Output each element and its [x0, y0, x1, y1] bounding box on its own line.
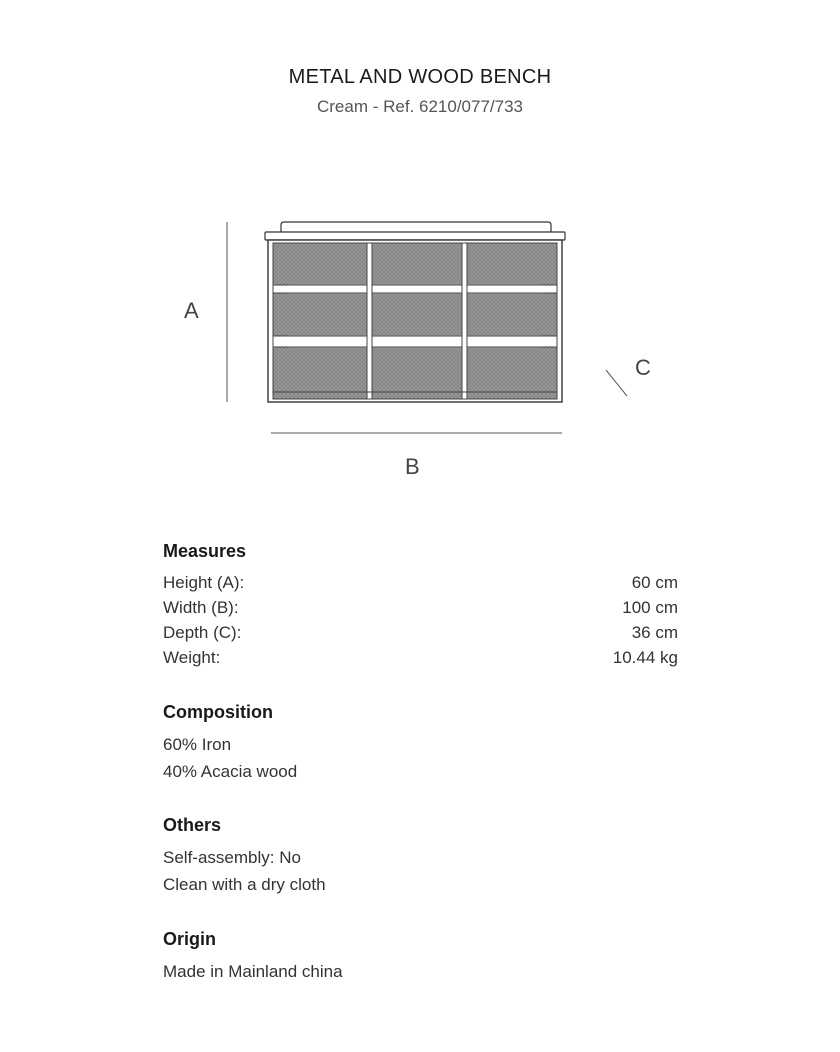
measures-section [163, 540, 678, 670]
measure-label: Width (B): [163, 598, 239, 617]
measure-row-height [163, 570, 678, 595]
measure-row-weight [163, 645, 678, 670]
dimension-label-a: A [184, 298, 199, 323]
bench-frame [268, 240, 562, 402]
origin-item: Made in Mainland china [163, 962, 343, 981]
composition-item: 40% Acacia wood [163, 762, 298, 781]
product-title: METAL AND WOOD BENCH [288, 66, 552, 88]
others-item: Self-assembly: No [163, 848, 301, 867]
measure-value: 100 cm [622, 598, 678, 617]
measure-label: Height (A): [163, 573, 245, 592]
dimension-line-c [606, 370, 627, 396]
others-section [163, 814, 678, 898]
measures-heading: Measures [163, 541, 247, 561]
measure-value: 10.44 kg [612, 648, 678, 667]
others-heading: Others [163, 815, 222, 835]
others-item: Clean with a dry cloth [163, 875, 326, 894]
measure-value: 60 cm [631, 573, 678, 592]
origin-heading: Origin [163, 929, 216, 949]
measure-row-width [163, 595, 678, 620]
composition-section [163, 701, 678, 785]
composition-heading: Composition [163, 702, 273, 722]
bench-top [265, 222, 565, 240]
dimension-label-c: C [635, 355, 651, 380]
measure-value: 36 cm [631, 623, 678, 642]
product-subtitle: Cream - Ref. 6210/077/733 [316, 97, 523, 116]
measure-label: Depth (C): [163, 623, 242, 642]
dimension-label-b: B [405, 454, 420, 479]
measure-row-depth [163, 620, 678, 645]
origin-section [163, 928, 678, 985]
measure-label: Weight: [163, 648, 221, 667]
composition-item: 60% Iron [163, 735, 232, 754]
bench-diagram [0, 0, 840, 500]
